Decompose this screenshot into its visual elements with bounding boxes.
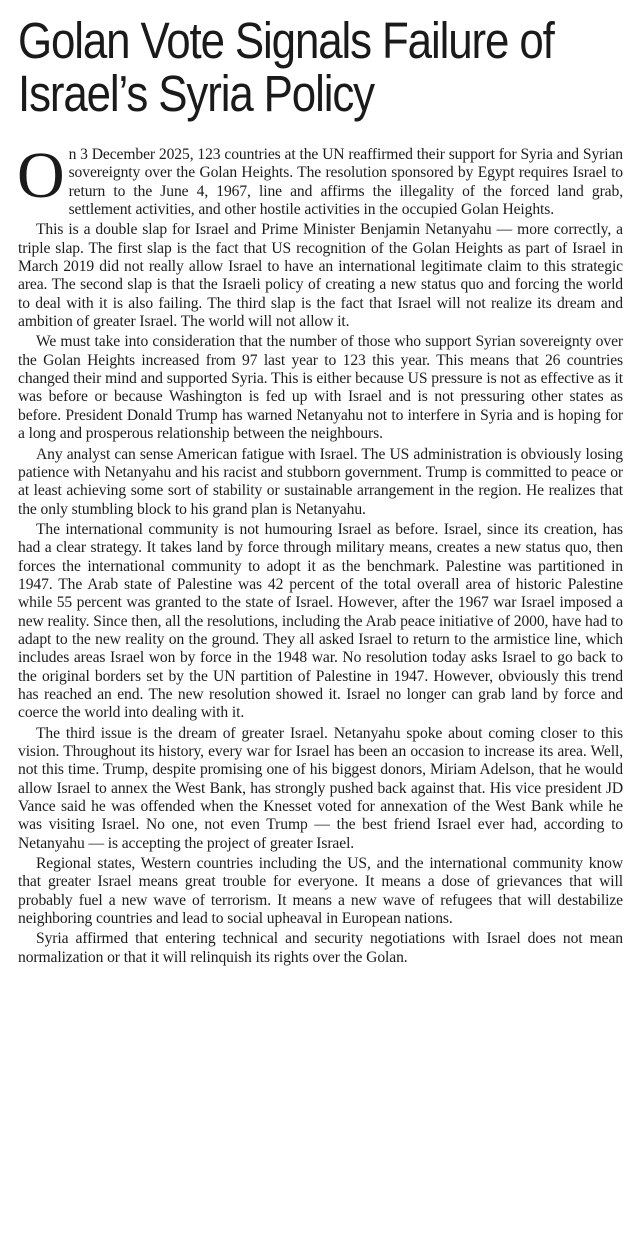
paragraph-5: The international community is not humouring Israel as before. Israel, since its creation, has had a clear strategy. It takes land by force through military means, creates a new status quo, then forces the international community to adopt it as the benchmark. Palestine was partitioned in 1947. The Arab state of Palestine was 42 percent of the total overall area of historic Palestine while 55 percent was granted to the state of Israel. However, after the 1967 war Israel imposed a new reality. Since then, all the resolutions, including the Arab peace initiative of 2000, have had to adapt to the new reality on the ground. They all asked Israel to return to the armistice line, which includes areas Israel won by force in the 1948 war. No resolution today asks Israel to go back to the original borders set by the UN partition of Palestine in 1947. However, obviously this trend has reached an end. The new resolution showed it. Israel no longer can grab land by force and coerce the world into dealing with it. [18,520,623,722]
paragraph-3: We must take into consideration that the number of those who support Syrian sovereignty over the Golan Heights increased from 97 last year to 123 this year. This means that 26 countries changed their mind and supported Syria. This is either because US pressure is not as effective as it was before or because Washington is fed up with Israel and is not pressuring other states as before. President Donald Trump has warned Netanyahu not to interfere in Syria and is hoping for a long and prosperous relationship between the neighbours. [18,333,623,443]
paragraph-2: This is a double slap for Israel and Prime Minister Benjamin Netanyahu — more correctly, a triple slap. The first slap is the fact that US recognition of the Golan Heights as part of Israel in March 2019 did not really allow Israel to have an international legitimate claim to this strategic area. The second slap is that the Israeli policy of creating a new status quo and forcing the world to deal with it is also failing. The third slap is the fact that Israel will not realize its dream and ambition of greater Israel. The world will not allow it. [18,221,623,331]
paragraph-1-text: n 3 December 2025, 123 countries at the UN reaffirmed their support for Syria and Syrian sovereignty over the Golan Heights. The resolution sponsored by Egypt requires Israel to return to the June 4, 1967, line and affirms the illegality of the forced land grab, settlement activities, and other hostile activities in the occupied Golan Heights. [68,146,623,219]
paragraph-4: Any analyst can sense American fatigue with Israel. The US administration is obviously losing patience with Netanyahu and his racist and stubborn government. Trump is committed to peace or at least achieving some sort of stability or sustainable arrangement in the region. He realizes that the only stumbling block to his grand plan is Netanyahu. [18,445,623,518]
headline: Golan Vote Signals Failure of Israel’s Syria Policy [18,12,554,122]
drop-cap: O [17,139,65,212]
article-body [17,139,623,967]
paragraph-1 [17,139,623,219]
paragraph-7: Regional states, Western countries including the US, and the international community know that greater Israel means great trouble for everyone. It means a dose of grievances that will probably fuel a new wave of terrorism. It means a new wave of refugees that will destabilize neighboring countries and lead to social upheaval in European nations. [18,855,623,928]
article [18,14,623,969]
paragraph-8: Syria affirmed that entering technical and security negotiations with Israel does not mean normalization or that it will relinquish its rights over the Golan. [18,930,623,966]
paragraph-6: The third issue is the dream of greater Israel. Netanyahu spoke about coming closer to this vision. Throughout its history, every war for Israel has been an occasion to increase its area. Well, not this time. Trump, despite promising one of his biggest donors, Miriam Adelson, that he would allow Israel to annex the West Bank, has strongly pushed back against that. His vice president JD Vance said he was offended when the Knesset voted for annexation of the West Bank while he was visiting Israel. No one, not even Trump — the best friend Israel ever had, according to Netanyahu — is accepting the project of greater Israel. [18,724,623,852]
